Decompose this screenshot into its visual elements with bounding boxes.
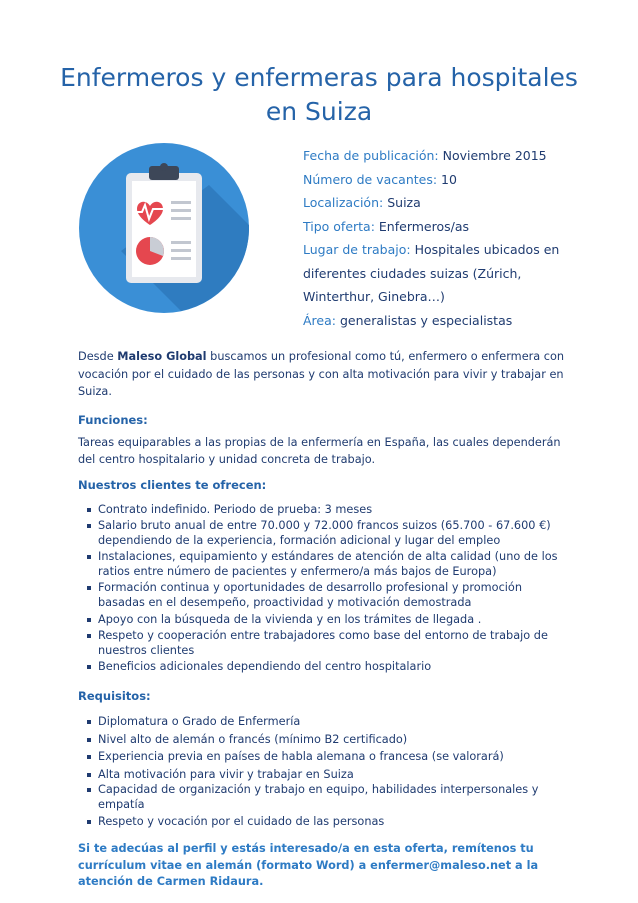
detail-value: generalistas y especialistas <box>336 312 513 328</box>
list-item-text: Beneficios adicionales dependiendo del centro hospitalario <box>98 660 432 674</box>
list-item <box>78 768 568 783</box>
bullet-icon <box>87 820 91 824</box>
detail-label: Número de vacantes <box>303 171 433 187</box>
list-item-text: Diplomatura o Grado de Enfermería <box>98 715 301 729</box>
detail-sep: : <box>406 242 411 257</box>
detail-offer-type <box>303 215 593 239</box>
list-item-text: Nivel alto de alemán o francés (mínimo B2 certificado) <box>98 732 408 746</box>
list-item-text: Experiencia previa en países de habla alemana o francesa (se valorará) <box>98 750 504 764</box>
list-item <box>78 519 568 548</box>
detail-workplace <box>303 238 593 309</box>
detail-sep: : <box>432 171 438 187</box>
bullet-icon <box>87 634 91 638</box>
ofrecen-list <box>78 503 568 676</box>
list-item <box>78 581 568 610</box>
bullet-icon <box>87 665 91 669</box>
bullet-icon <box>87 720 91 724</box>
intro-paragraph <box>78 348 568 401</box>
page-title: Enfermeros y enfermeras para hospitales en Suiza <box>60 62 578 126</box>
bullet-icon <box>87 755 91 759</box>
detail-value: 10 <box>437 171 457 187</box>
detail-location <box>303 191 593 215</box>
ofrecen-heading: Nuestros clientes te ofrecen: <box>78 477 267 492</box>
offer-body <box>78 348 568 891</box>
detail-sep: : <box>331 312 336 328</box>
detail-label: Lugar de trabajo <box>303 242 407 257</box>
requisitos-heading: Requisitos: <box>78 689 151 704</box>
list-item <box>78 733 568 748</box>
closing-paragraph: Si te adecúas al perfil y estás interesado/a en esta oferta, remítenos tu currículum vitae en alemán (formato Word) a enfermer@maleso.net a la atención de Carmen Ridaura. <box>78 842 539 889</box>
list-item-text: Instalaciones, equipamiento y estándares de atención de alta calidad (uno de los ratios entre número de pacientes y enfermero/a más bajos de Europa) <box>98 550 558 578</box>
requisitos-list <box>78 715 568 829</box>
detail-date <box>303 144 593 168</box>
company-name: Maleso Global <box>117 350 207 363</box>
list-item-text: Formación continua y oportunidades de desarrollo profesional y promoción basadas en el desempeño, proactividad y motivación demostrada <box>98 581 522 610</box>
bullet-icon <box>87 524 91 528</box>
list-item <box>78 783 568 812</box>
list-item-text: Contrato indefinido. Periodo de prueba: 3 meses <box>98 502 373 516</box>
job-details <box>303 144 593 332</box>
detail-value: Suiza <box>383 195 421 210</box>
list-item <box>78 613 568 628</box>
detail-area <box>303 309 593 333</box>
detail-value: Enfermeros/as <box>374 218 470 234</box>
list-item <box>78 503 568 518</box>
detail-label: Área <box>303 312 332 328</box>
detail-label: Localización <box>303 195 380 210</box>
list-item-text: Capacidad de organización y trabajo en equipo, habilidades interpersonales y empatía <box>98 783 539 811</box>
funciones-text: Tareas equiparables a las propias de la enfermería en España, las cuales dependerán del centro hospitalario y unidad concreta de trabajo. <box>78 435 561 466</box>
bullet-icon <box>87 788 91 792</box>
bullet-icon <box>87 586 91 590</box>
list-item <box>78 550 568 579</box>
detail-vacancies <box>303 168 593 192</box>
bullet-icon <box>87 555 91 559</box>
detail-label: Fecha de publicación <box>303 148 435 163</box>
detail-sep: : <box>434 148 439 163</box>
list-item-text: Apoyo con la búsqueda de la vivienda y en los trámites de llegada . <box>98 612 482 626</box>
detail-sep: : <box>370 218 375 234</box>
clipboard-medical-icon <box>79 143 249 313</box>
bullet-icon <box>87 773 91 777</box>
detail-sep: : <box>379 195 384 210</box>
list-item <box>78 660 568 675</box>
list-item <box>78 750 568 765</box>
intro-text: Desde <box>78 350 118 363</box>
bullet-icon <box>87 618 91 622</box>
list-item <box>78 629 568 658</box>
list-item-text: Salario bruto anual de entre 70.000 y 72.000 francos suizos (65.700 - 67.600 €) dependiendo de la experiencia, formación adicional y lugar del empleo <box>98 519 551 547</box>
detail-value: Hospitales ubicados en diferentes ciudades suizas (Zúrich, Winterthur, Ginebra…) <box>303 242 560 304</box>
bullet-icon <box>87 738 91 742</box>
funciones-heading: Funciones: <box>78 412 148 427</box>
detail-value: Noviembre 2015 <box>438 148 547 163</box>
bullet-icon <box>87 508 91 512</box>
list-item-text: Respeto y cooperación entre trabajadores como base del entorno de trabajo de nuestros clientes <box>98 629 548 657</box>
list-item <box>78 715 568 730</box>
detail-label: Tipo oferta <box>303 218 371 234</box>
list-item-text: Respeto y vocación por el cuidado de las personas <box>98 814 385 828</box>
list-item <box>78 815 568 830</box>
intro-text: buscamos un profesional como tú, enfermero o enfermera con vocación por el cuidado de las personas y con alta motivación para vivir y trabajar en Suiza. <box>78 350 565 398</box>
list-item-text: Alta motivación para vivir y trabajar en Suiza <box>98 767 354 781</box>
